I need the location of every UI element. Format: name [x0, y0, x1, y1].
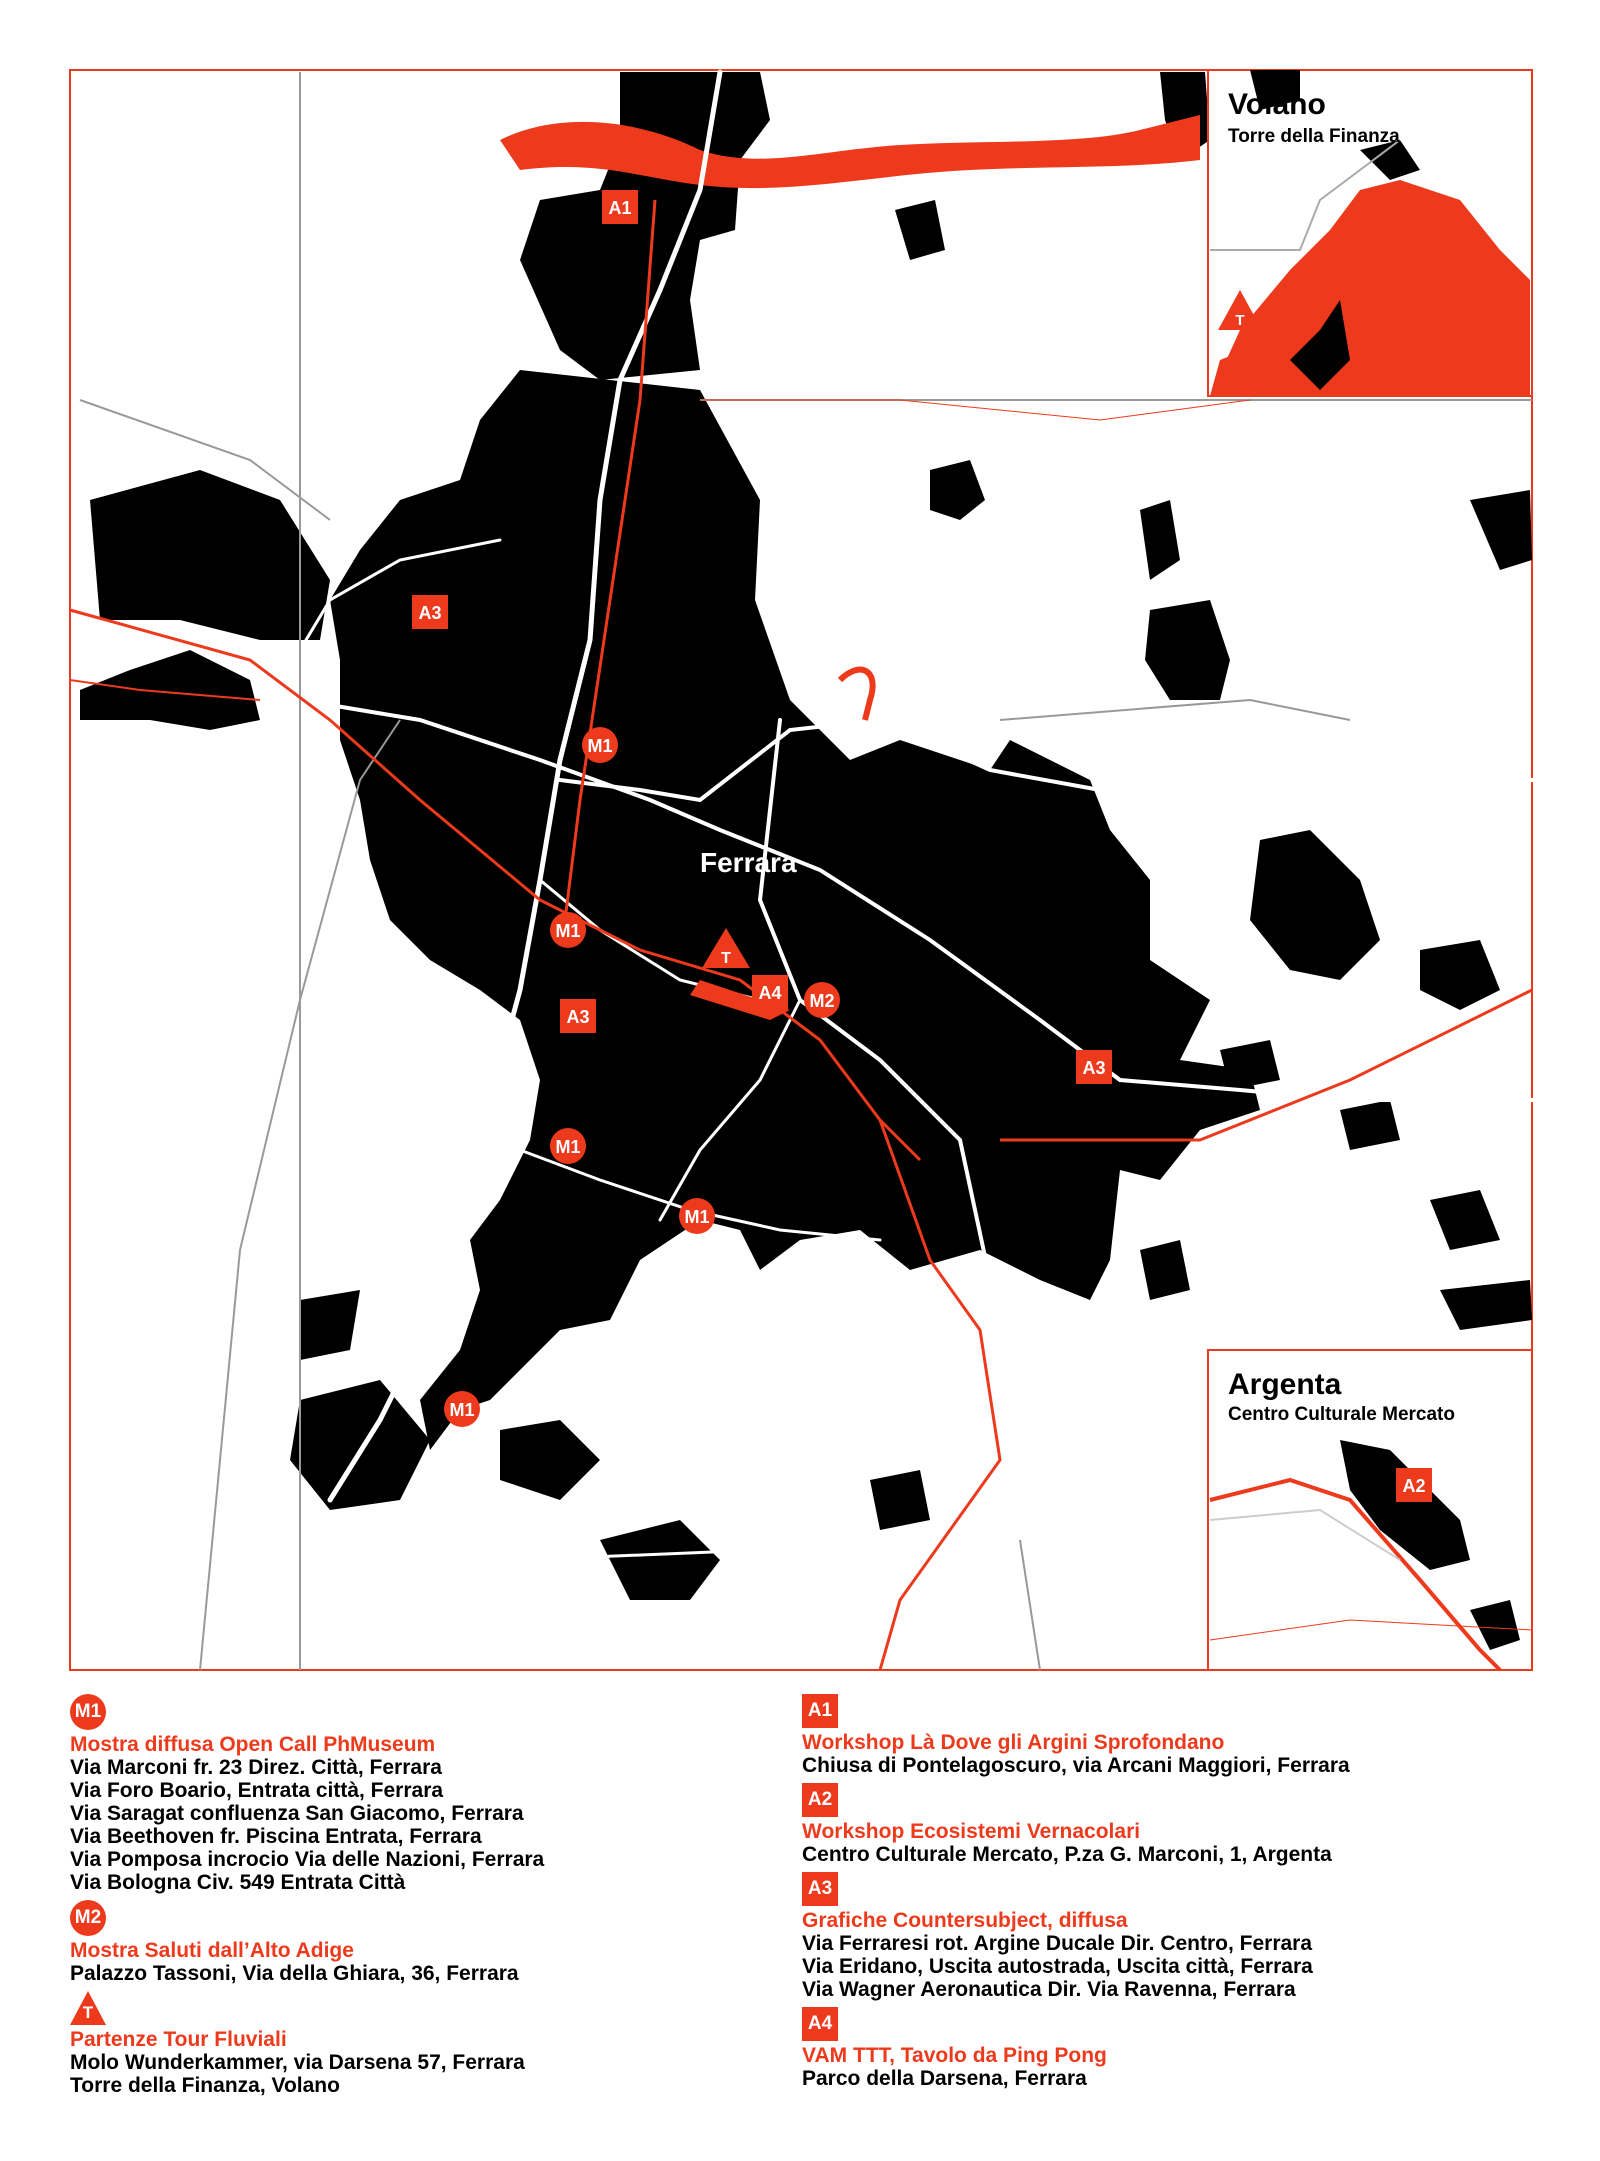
marker-m1	[679, 1198, 715, 1234]
marker-m2	[804, 982, 840, 1018]
legend-badge: A4	[802, 2007, 838, 2041]
legend-address: Palazzo Tassoni, Via della Ghiara, 36, Ferrara	[70, 1962, 519, 1985]
marker-a3	[560, 999, 596, 1033]
legend-entry-t	[70, 1991, 770, 2097]
legend-address: Molo Wunderkammer, via Darsena 57, Ferrara	[70, 2051, 525, 2074]
marker-m1	[582, 727, 618, 763]
legend-badge: T	[70, 1991, 106, 2025]
marker-label: M1	[684, 1207, 710, 1227]
marker-label: A3	[566, 1007, 590, 1027]
svg-text:T: T	[1235, 312, 1245, 329]
legend-entry-a2	[802, 1783, 1522, 1866]
legend-address: Torre della Finanza, Volano	[70, 2074, 340, 2097]
marker-label: A4	[758, 983, 782, 1003]
svg-text:A2: A2	[1402, 1476, 1426, 1496]
marker-a1	[602, 190, 638, 224]
legend-title: VAM TTT, Tavolo da Ping Pong	[802, 2044, 1107, 2067]
legend-entry-m1	[70, 1694, 770, 1894]
legend-entry-a4	[802, 2007, 1522, 2090]
marker-m1	[550, 1128, 586, 1164]
marker-label: M1	[555, 921, 581, 941]
marker-label: M1	[587, 736, 613, 756]
inset-argenta-subtitle: Centro Culturale Mercato	[1228, 1404, 1455, 1425]
legend-title: Grafiche Countersubject, diffusa	[802, 1909, 1128, 1932]
marker-label: A3	[1082, 1058, 1106, 1078]
marker-label: M1	[449, 1400, 475, 1420]
legend-address: Via Saragat confluenza San Giacomo, Ferrara	[70, 1802, 524, 1825]
legend-title: Mostra Saluti dall’Alto Adige	[70, 1939, 354, 1962]
marker-m1	[444, 1391, 480, 1427]
legend-address: Via Wagner Aeronautica Dir. Via Ravenna, Ferrara	[802, 1978, 1296, 2001]
marker-label: M1	[555, 1137, 581, 1157]
legend-right	[802, 1694, 1522, 2096]
legend-entry-m2	[70, 1900, 770, 1985]
inset-volano-subtitle: Torre della Finanza	[1228, 126, 1400, 147]
marker-a4	[752, 975, 788, 1009]
legend-address: Via Marconi fr. 23 Direz. Città, Ferrara	[70, 1756, 442, 1779]
marker-a3	[1076, 1050, 1112, 1084]
legend-title: Mostra diffusa Open Call PhMuseum	[70, 1733, 436, 1756]
legend-title: Workshop Ecosistemi Vernacolari	[802, 1820, 1141, 1843]
legend-entry-a3	[802, 1872, 1522, 2001]
legend-address: Via Ferraresi rot. Argine Ducale Dir. Centro, Ferrara	[802, 1932, 1313, 1955]
marker-label: M2	[809, 991, 835, 1011]
legend-address: Via Beethoven fr. Piscina Entrata, Ferrara	[70, 1825, 482, 1848]
marker-label: T	[721, 950, 731, 967]
marker-a3	[412, 595, 448, 629]
legend-badge: A3	[802, 1872, 838, 1906]
legend-address: Via Pomposa incrocio Via delle Nazioni, Ferrara	[70, 1848, 545, 1871]
legend-badge: A1	[802, 1694, 838, 1728]
city-label: Ferrara	[700, 847, 797, 878]
inset-argenta	[1208, 1350, 1532, 1670]
marker-label: A3	[418, 603, 442, 623]
legend-left	[70, 1694, 770, 2103]
legend-title: Partenze Tour Fluviali	[70, 2028, 287, 2051]
legend-address: Via Foro Boario, Entrata città, Ferrara	[70, 1779, 444, 1802]
legend-badge: M1	[70, 1694, 106, 1730]
legend-badge: A2	[802, 1783, 838, 1817]
legend-address: Centro Culturale Mercato, P.za G. Marconi, 1, Argenta	[802, 1843, 1332, 1866]
inset-volano-title: Volano	[1228, 88, 1326, 121]
legend-address: Chiusa di Pontelagoscuro, via Arcani Maggiori, Ferrara	[802, 1754, 1350, 1777]
inset-argenta-marker	[1396, 1468, 1432, 1502]
legend-entry-a1	[802, 1694, 1522, 1777]
legend-address: Via Bologna Civ. 549 Entrata Città	[70, 1871, 406, 1894]
legend-title: Workshop Là Dove gli Argini Sprofondano	[802, 1731, 1225, 1754]
legend-badge: M2	[70, 1900, 106, 1936]
inset-argenta-title: Argenta	[1228, 1368, 1342, 1401]
legend-address: Via Eridano, Uscita autostrada, Uscita città, Ferrara	[802, 1955, 1313, 1978]
marker-m1	[550, 912, 586, 948]
marker-label: A1	[608, 198, 632, 218]
legend-address: Parco della Darsena, Ferrara	[802, 2067, 1087, 2090]
inset-volano	[1208, 70, 1532, 396]
